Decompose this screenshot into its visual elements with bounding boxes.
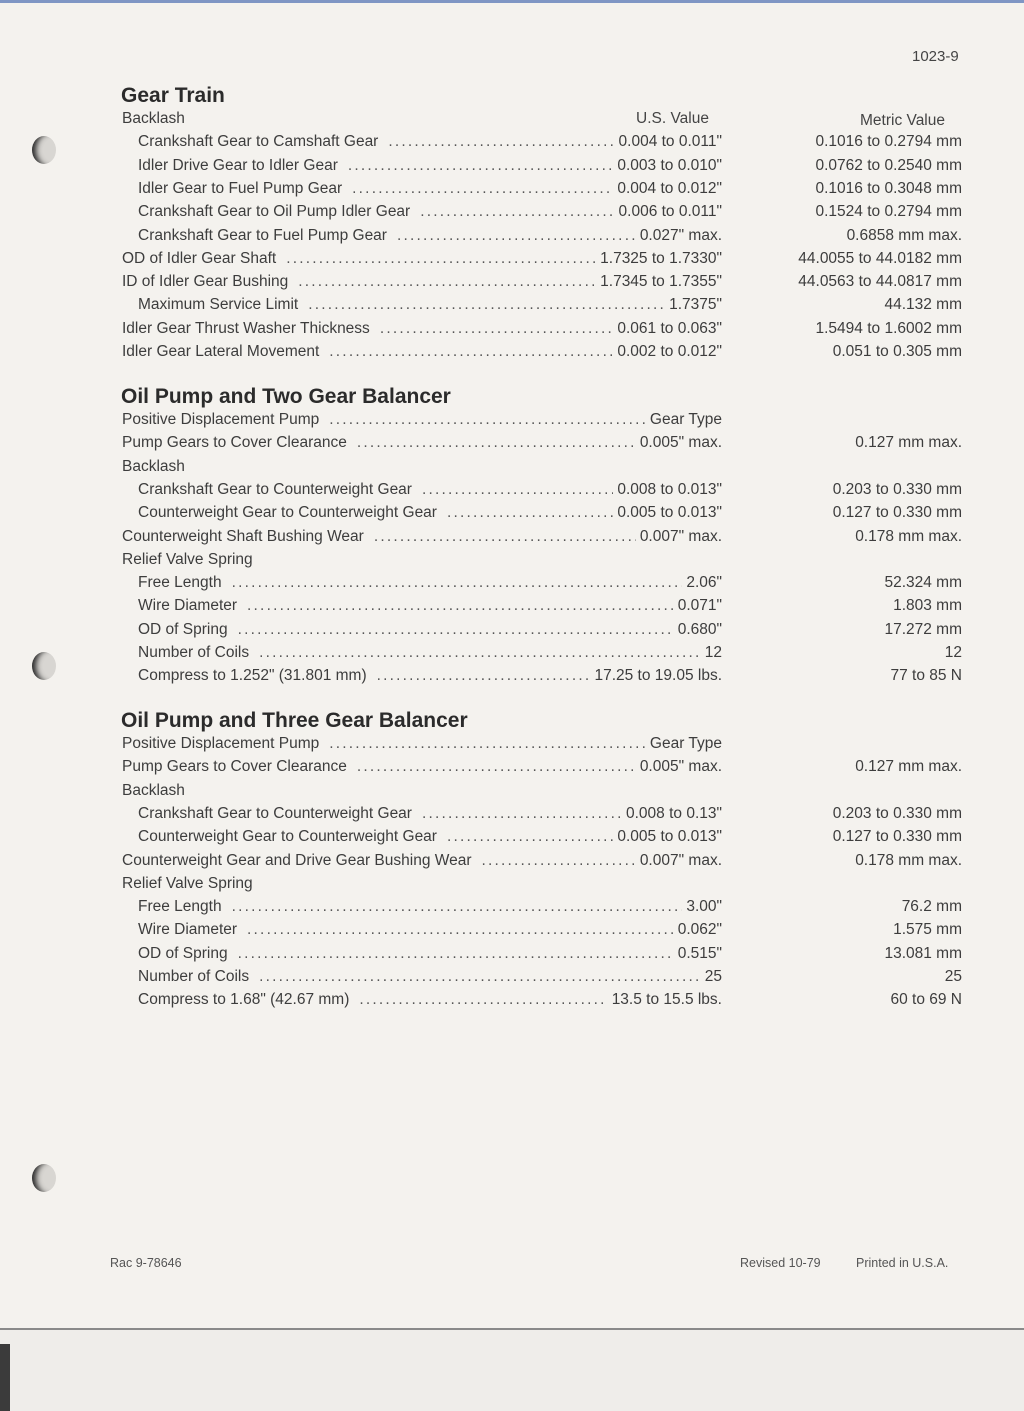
- us-value: 0.003 to 0.010": [617, 156, 722, 174]
- us-value: 1.7375": [669, 296, 722, 314]
- spec-label: Compress to 1.252" (31.801 mm): [138, 667, 367, 685]
- dot-leader: [420, 202, 614, 222]
- spec-row: [138, 156, 962, 176]
- us-value: 0.006 to 0.011": [618, 203, 722, 221]
- spec-label: OD of Idler Gear Shaft: [122, 249, 277, 267]
- spec-row: [138, 804, 962, 824]
- us-value: 0.027" max.: [639, 226, 722, 244]
- spec-row: [138, 503, 962, 523]
- dot-leader: [422, 804, 622, 824]
- metric-value: 52.324 mm: [884, 574, 962, 592]
- section-title: Oil Pump and Three Gear Balancer: [121, 709, 468, 732]
- page-bottom-edge: [0, 1328, 1024, 1411]
- us-value: 0.061 to 0.063": [617, 319, 722, 337]
- spec-row: [138, 596, 962, 616]
- spec-label: Number of Coils: [138, 644, 250, 661]
- spec-row: [138, 666, 962, 686]
- us-value: 17.25 to 19.05 lbs.: [594, 667, 722, 685]
- spec-row: [122, 249, 962, 269]
- us-value: Gear Type: [649, 735, 722, 752]
- dot-leader: [357, 433, 636, 453]
- spec-label: Crankshaft Gear to Camshaft Gear: [138, 133, 379, 151]
- dot-leader: [357, 757, 636, 777]
- spec-row: [138, 295, 962, 315]
- spec-row: [138, 620, 962, 640]
- spec-label: Crankshaft Gear to Fuel Pump Gear: [138, 226, 387, 244]
- us-value: 0.007" max.: [639, 851, 722, 869]
- metric-value: 60 to 69 N: [890, 991, 962, 1009]
- spec-label: Idler Gear Thrust Washer Thickness: [122, 319, 370, 337]
- metric-value: 76.2 mm: [901, 898, 962, 916]
- spec-label: Compress to 1.68" (42.67 mm): [138, 991, 350, 1009]
- metric-value: 1.803 mm: [893, 597, 962, 615]
- spec-row: [138, 480, 962, 500]
- dot-leader: [298, 272, 596, 292]
- metric-value: 0.127 to 0.330 mm: [832, 504, 962, 522]
- dot-leader: [286, 249, 596, 269]
- spec-row: [138, 132, 962, 152]
- spec-label: OD of Spring: [138, 620, 228, 638]
- us-value: 0.515": [677, 944, 722, 962]
- metric-value: 0.203 to 0.330 mm: [832, 480, 962, 498]
- us-value: 2.06": [686, 574, 722, 592]
- dot-leader: [447, 827, 613, 847]
- us-value: 0.071": [677, 597, 722, 615]
- page-top-edge: [0, 0, 1024, 3]
- us-value: 3.00": [686, 898, 722, 916]
- spec-label: ID of Idler Gear Bushing: [122, 273, 289, 291]
- spec-row: [138, 202, 962, 222]
- metric-value: 44.0563 to 44.0817 mm: [798, 273, 962, 291]
- metric-value: 1.5494 to 1.6002 mm: [815, 319, 962, 337]
- spec-row: [138, 967, 962, 987]
- spec-label: Idler Drive Gear to Idler Gear: [138, 156, 338, 174]
- us-value: 12: [704, 644, 722, 661]
- dot-leader: [359, 990, 607, 1010]
- spec-label: Pump Gears to Cover Clearance: [122, 758, 347, 776]
- dot-leader: [388, 132, 614, 152]
- footer-document-number: Rac 9-78646: [110, 1256, 182, 1270]
- spec-label: OD of Spring: [138, 944, 228, 962]
- spec-label: Free Length: [138, 574, 222, 592]
- binder-hole-top: [26, 132, 56, 166]
- us-value: 0.007" max.: [639, 527, 722, 545]
- spec-row: [138, 226, 962, 246]
- spec-group-label: [122, 781, 962, 801]
- metric-value: 0.6858 mm max.: [846, 226, 962, 244]
- spec-label: Positive Displacement Pump: [122, 735, 320, 752]
- spec-label: Wire Diameter: [138, 921, 238, 939]
- us-value: 0.005 to 0.013": [617, 828, 722, 846]
- spec-label: Relief Valve Spring: [122, 874, 253, 892]
- metric-value: 44.132 mm: [884, 296, 962, 314]
- metric-value: 0.1016 to 0.3048 mm: [815, 179, 962, 197]
- spec-label: Maximum Service Limit: [138, 296, 299, 314]
- dot-leader: [329, 734, 646, 754]
- page-number: 1023-9: [912, 48, 959, 65]
- us-value: 0.005" max.: [639, 758, 722, 776]
- spec-row: [122, 757, 962, 777]
- spec-label: Pump Gears to Cover Clearance: [122, 434, 347, 452]
- dot-leader: [232, 897, 683, 917]
- metric-value: 0.0762 to 0.2540 mm: [815, 156, 962, 174]
- us-value: 0.008 to 0.013": [617, 480, 722, 498]
- section-title: Oil Pump and Two Gear Balancer: [121, 385, 451, 408]
- metric-value: 0.127 mm max.: [855, 434, 962, 452]
- metric-value: 0.051 to 0.305 mm: [832, 343, 962, 360]
- metric-value: 77 to 85 N: [890, 667, 962, 685]
- footer-revised-date: Revised 10-79: [740, 1256, 821, 1270]
- spec-label: Relief Valve Spring: [122, 550, 253, 568]
- dot-leader: [232, 573, 683, 593]
- dot-leader: [238, 944, 674, 964]
- dot-leader: [329, 410, 646, 430]
- dot-leader: [247, 920, 674, 940]
- spec-label: Crankshaft Gear to Counterweight Gear: [138, 480, 412, 498]
- spec-row: [122, 319, 962, 339]
- metric-value-column-header: Metric Value: [860, 112, 945, 129]
- binder-hole-middle: [26, 648, 56, 682]
- spec-label: Idler Gear to Fuel Pump Gear: [138, 179, 343, 197]
- dot-leader: [380, 319, 614, 339]
- dot-leader: [397, 226, 636, 246]
- spec-row: [122, 410, 962, 430]
- binder-hole-bottom: [26, 1160, 56, 1194]
- us-value: 0.005" max.: [639, 434, 722, 452]
- spec-row: [122, 433, 962, 453]
- metric-value: 0.127 to 0.330 mm: [832, 828, 962, 846]
- spec-row: [122, 734, 962, 754]
- spec-row: [122, 851, 962, 871]
- spec-row: [138, 573, 962, 593]
- us-value: 13.5 to 15.5 lbs.: [611, 991, 722, 1009]
- spec-label: Crankshaft Gear to Counterweight Gear: [138, 804, 412, 822]
- spec-group-label: [122, 109, 962, 129]
- dot-leader: [329, 342, 613, 362]
- spec-label: Counterweight Shaft Bushing Wear: [122, 527, 364, 545]
- spec-label: Crankshaft Gear to Oil Pump Idler Gear: [138, 203, 411, 221]
- spec-label: Wire Diameter: [138, 597, 238, 615]
- spec-row: [122, 527, 962, 547]
- dot-leader: [422, 480, 613, 500]
- dot-leader: [259, 643, 701, 663]
- us-value: 0.062": [677, 921, 722, 939]
- us-value: 0.008 to 0.13": [626, 804, 722, 822]
- metric-value: 0.127 mm max.: [855, 758, 962, 776]
- metric-value: 1.575 mm: [893, 921, 962, 939]
- spec-label: Counterweight Gear to Counterweight Gear: [138, 504, 437, 522]
- metric-value: 0.178 mm max.: [855, 851, 962, 869]
- spec-row: [138, 179, 962, 199]
- spec-group-label: [122, 874, 962, 894]
- footer-printed-in: Printed in U.S.A.: [856, 1256, 949, 1270]
- us-value: 1.7325 to 1.7330": [600, 249, 722, 267]
- metric-value: 0.1016 to 0.2794 mm: [815, 133, 962, 151]
- dot-leader: [377, 666, 591, 686]
- spec-label: Idler Gear Lateral Movement: [122, 343, 320, 360]
- us-value: 25: [704, 968, 722, 985]
- spec-label: Counterweight Gear to Counterweight Gear: [138, 828, 437, 846]
- spec-row: [138, 827, 962, 847]
- dot-leader: [374, 527, 636, 547]
- us-value: 0.680": [677, 620, 722, 638]
- spec-label: Free Length: [138, 898, 222, 916]
- spec-label: Backlash: [122, 457, 185, 475]
- dot-leader: [247, 596, 674, 616]
- us-value: 0.004 to 0.011": [618, 133, 722, 151]
- spec-row: [122, 272, 962, 292]
- dot-leader: [238, 620, 674, 640]
- metric-value: 17.272 mm: [884, 620, 962, 638]
- spec-row: [122, 342, 962, 362]
- spec-label: Backlash: [122, 110, 185, 127]
- dot-leader: [482, 851, 636, 871]
- metric-value: 0.203 to 0.330 mm: [832, 804, 962, 822]
- metric-value: 13.081 mm: [884, 944, 962, 962]
- dot-leader: [348, 156, 614, 176]
- dot-leader: [308, 295, 665, 315]
- us-value: 0.002 to 0.012": [617, 343, 722, 360]
- us-value: 0.005 to 0.013": [617, 504, 722, 522]
- us-value-column-header: U.S. Value: [636, 110, 709, 127]
- metric-value: 0.1524 to 0.2794 mm: [815, 203, 962, 221]
- spec-row: [138, 920, 962, 940]
- dot-leader: [259, 967, 701, 987]
- spec-group-label: [122, 457, 962, 477]
- spec-group-label: [122, 550, 962, 570]
- spec-row: [138, 990, 962, 1010]
- spec-label: Number of Coils: [138, 968, 250, 985]
- metric-value: 0.178 mm max.: [855, 527, 962, 545]
- spec-label: Positive Displacement Pump: [122, 411, 320, 428]
- us-value: 1.7345 to 1.7355": [600, 273, 722, 291]
- spec-row: [138, 897, 962, 917]
- dot-leader: [447, 503, 613, 523]
- dot-leader: [352, 179, 613, 199]
- us-value: 0.004 to 0.012": [617, 179, 722, 197]
- section-title: Gear Train: [121, 84, 225, 107]
- metric-value: 12: [944, 644, 962, 661]
- spec-row: [138, 643, 962, 663]
- spec-label: Counterweight Gear and Drive Gear Bushing Wear: [122, 851, 472, 869]
- spec-label: Backlash: [122, 781, 185, 799]
- metric-value: 44.0055 to 44.0182 mm: [798, 249, 962, 267]
- metric-value: 25: [944, 968, 962, 985]
- spec-row: [138, 944, 962, 964]
- us-value: Gear Type: [649, 411, 722, 428]
